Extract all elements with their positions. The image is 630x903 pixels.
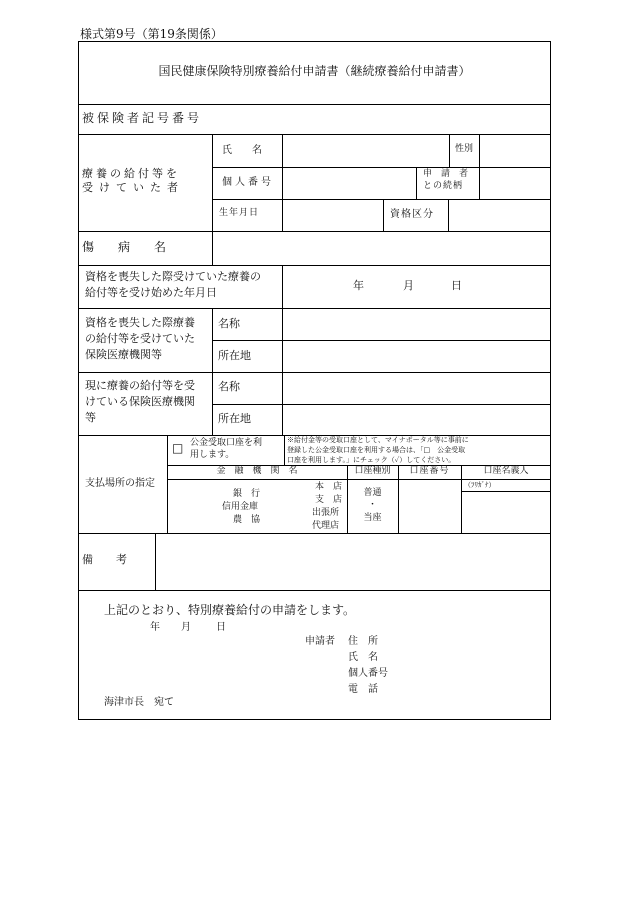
birthdate-label: 生年月日 <box>219 208 260 218</box>
bank-type-shinkin: 信用金庫 <box>222 502 259 512</box>
relation-label-line1: 申 請 者 <box>423 169 469 179</box>
branch-type-branch: 支 店 <box>315 495 343 505</box>
prev-institution-label-line2: の給付等を受けていた <box>85 332 195 345</box>
declaration-statement: 上記のとおり、特別療養給付の申請をします。 <box>104 603 356 617</box>
col-institution: 金 融 機 関 名 <box>216 466 298 476</box>
divider <box>282 265 283 308</box>
divider <box>461 491 551 492</box>
divider <box>284 435 285 465</box>
remarks-label: 備 考 <box>82 553 133 566</box>
declaration-day: 日 <box>216 622 226 633</box>
disease-label: 傷 病 名 <box>82 240 173 254</box>
form-number-label: 様式第9号（第19条関係） <box>80 27 223 41</box>
divider <box>167 435 168 533</box>
divider <box>212 404 551 405</box>
bank-type-nokyo: 農 協 <box>233 515 261 525</box>
personal-number-label: 個人番号 <box>222 177 274 188</box>
divider <box>212 199 551 200</box>
note-line1: ※給付金等の受取口座として、マイナポータル等に事前に <box>287 436 469 444</box>
divider <box>416 167 417 199</box>
col-account-holder: 口座名義人 <box>483 466 529 476</box>
public-account-label-line1: 公金受取口座を利 <box>190 438 263 448</box>
divider <box>78 231 551 232</box>
divider <box>78 134 551 135</box>
public-account-label-line2: 用します。 <box>190 450 235 460</box>
current-institution-name-label: 名称 <box>218 380 240 393</box>
note-line2: 登録した公金受取口座を利用する場合は、「□ 公金受取 <box>287 446 466 454</box>
divider <box>212 134 213 231</box>
branch-type-office: 出張所 <box>312 508 340 518</box>
applicant-label: 申請者 <box>305 636 335 647</box>
sex-label: 性別 <box>455 144 474 154</box>
divider <box>78 265 551 266</box>
loss-date-day: 日 <box>451 279 462 292</box>
divider <box>155 533 156 590</box>
current-institution-label-line2: けている保険医療機関 <box>85 395 195 408</box>
insured-number-label: 被保険者記号番号 <box>82 111 203 125</box>
branch-type-head: 本 店 <box>315 482 343 492</box>
declaration-year: 年 <box>150 622 160 633</box>
applicant-phone-label: 電 話 <box>348 684 378 695</box>
current-institution-address-label: 所在地 <box>218 412 251 425</box>
divider <box>282 308 283 435</box>
furigana-label: （ﾌﾘｶﾞﾅ） <box>464 481 496 489</box>
prev-institution-address-label: 所在地 <box>218 349 251 362</box>
divider <box>212 308 213 435</box>
loss-date-label-line1: 資格を喪失した際受けていた療養の <box>85 270 261 283</box>
col-account-type: 口座種別 <box>354 466 391 476</box>
payment-label: 支払場所の指定 <box>85 478 155 489</box>
note-line3: 口座を利用します。」にチェック（✓）してください。 <box>287 456 456 464</box>
declaration-month: 月 <box>181 622 191 633</box>
branch-type-agency: 代理店 <box>312 521 340 531</box>
bank-type-bank: 銀 行 <box>233 489 261 499</box>
applicant-name-label: 氏 名 <box>348 652 378 663</box>
form-title: 国民健康保険特別療養給付申請書（継続療養給付申請書） <box>158 64 471 78</box>
divider <box>78 308 551 309</box>
name-label: 氏 名 <box>222 145 262 156</box>
account-type-current: 当座 <box>363 513 382 523</box>
divider <box>282 134 283 231</box>
prev-institution-label-line3: 保険医療機関等 <box>85 348 162 361</box>
applicant-address-label: 住 所 <box>348 636 378 647</box>
recipient-section-label-line2: 受けていた者 <box>82 181 184 194</box>
prev-institution-label-line1: 資格を喪失した際療養 <box>85 316 195 329</box>
account-type-ordinary: 普通 <box>363 488 382 498</box>
divider <box>212 340 551 341</box>
account-type-separator: ・ <box>367 500 377 510</box>
loss-date-label-line2: 給付等を受け始めた年月日 <box>85 286 217 299</box>
divider <box>383 199 384 231</box>
prev-institution-name-label: 名称 <box>218 317 240 330</box>
col-account-number: 口座番号 <box>409 466 450 476</box>
divider <box>78 372 551 373</box>
qualification-label: 資格区分 <box>390 209 434 220</box>
divider <box>78 104 551 105</box>
loss-date-month: 月 <box>403 279 414 292</box>
current-institution-label-line1: 現に療養の給付等を受 <box>85 379 195 392</box>
divider <box>479 167 480 199</box>
divider <box>78 533 551 534</box>
divider <box>167 479 551 480</box>
divider <box>78 590 551 591</box>
relation-label-line2: との続柄 <box>423 181 464 191</box>
divider <box>449 134 450 167</box>
public-account-checkbox[interactable]: □ <box>172 441 184 455</box>
loss-date-year: 年 <box>353 279 364 292</box>
addressee: 海津市長 宛て <box>104 697 174 708</box>
applicant-personal-number-label: 個人番号 <box>348 668 388 679</box>
recipient-section-label-line1: 療養の給付等を <box>82 167 180 180</box>
divider <box>479 134 480 167</box>
divider <box>212 231 213 265</box>
current-institution-label-line3: 等 <box>85 411 96 424</box>
divider <box>212 167 551 168</box>
divider <box>448 199 449 231</box>
